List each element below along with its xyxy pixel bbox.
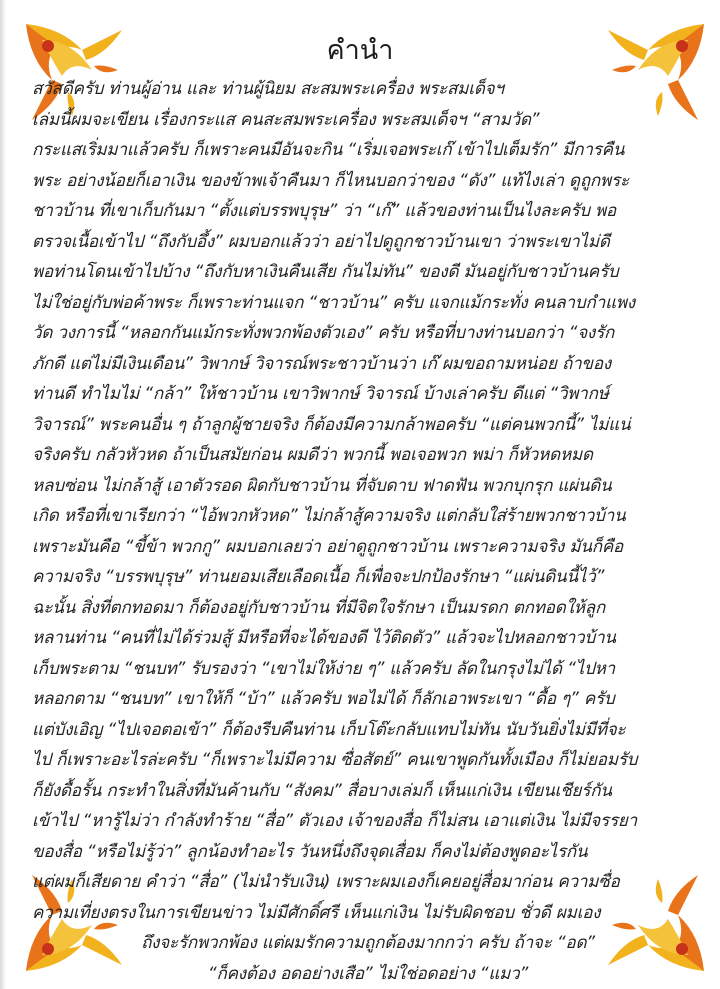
text-line: เกิด หรือที่เขาเรียกว่า “ไอ้พวกหัวหด” ไม่กล้าสู้ความจริง แต่กลับใส่ร้ายพวกชาวบ้าน [32, 506, 626, 526]
text-line: แต่บังเอิญ “ไปเจอตอเข้า” ก็ต้องรีบคืนท่าน เก็บโต๊ะกลับแทบไม่ทัน นับวันยิ่งไม่มีที่จะ [32, 719, 626, 740]
body-text [32, 74, 704, 989]
text-line: ไม่ใช่อยู่กับพ่อค้าพระ ก็เพราะท่านแจก “ชาวบ้าน” ครับ แจกแม้กระทั่ง คนลาบกำแพง [32, 292, 635, 313]
page-title: คำนำ [326, 35, 394, 66]
text-line: หลานท่าน “คนที่ไม่ได้ร่วมสู้ มีหรือที่จะได้ของดี ไว้ติดตัว” แล้วจะไปหลอกชาวบ้าน [32, 628, 616, 648]
text-line: ตรวจเนื้อเข้าไป “ถึงกับอึ้ง” ผมบอกแล้วว่า อย่าไปดูถูกชาวบ้านเขา ว่าพระเขาไม่ดี [32, 231, 610, 252]
text-line: หลอกตาม “ชนบท” เขาให้ก็ “บ้า” แล้วครับ พอไม่ได้ ก็ลักเอาพระเขา “ดื้อ ๆ” ครับ [32, 689, 615, 709]
text-line: ท่านดี ทำไมไม่ “กล้า” ให้ชาวบ้าน เขาวิพากษ์ วิจารณ์ บ้างเล่าครับ ดีแต่ “วิพากษ์ [32, 384, 609, 404]
text-line: ฉะนั้น สิ่งที่ตกทอดมา ก็ต้องอยู่กับชาวบ้าน ที่มีจิตใจรักษา เป็นมรดก ตกทอดให้ลูก [32, 597, 606, 618]
text-line: เข้าไป “หารู้ไม่ว่า กำลังทำร้าย “สื่อ” ตัวเอง เจ้าของสื่อ ก็ไม่สน เอาแต่เงิน ไม่มีจรรยา [32, 811, 638, 831]
text-line: กระแสเริ่มมาแล้วครับ ก็เพราะคนมีอันจะกิน “เริ่มเจอพระเก๊ เข้าไปเต็มรัก” มีการคืน [32, 140, 625, 160]
text-line: แต่ผมก็เสียดาย คำว่า “สื่อ” (ไม่นำรับเงิน) เพราะผมเองก็เคยอยู่สื่อมาก่อน ความซื่อ [32, 872, 620, 892]
text-line: ความจริง “บรรพบุรุษ” ท่านยอมเสียเลือดเนื้อ ก็เพื่อจะปกป้องรักษา “แผ่นดินนี้ไว้” [32, 567, 605, 587]
text-line: ไป ก็เพราะอะไรล่ะครับ “ก็เพราะไม่มีความ ซื่อสัตย์” คนเขาพูดกันทั้งเมือง ก็ไม่ยอมรับ [32, 750, 638, 770]
text-line: พระ อย่างน้อยก็เอาเงิน ของข้าพเจ้าคืนมา ก็ไหนบอกว่าของ “ดัง” แท้ไงเล่า ดูถูกพระ [32, 170, 629, 191]
text-line: ความเที่ยงตรงในการเขียนข่าว ไม่มีศักดิ์ศรี เห็นแก่เงิน ไม่รับผิดชอบ ชั่วดี ผมเอง [32, 902, 601, 923]
text-line: เก็บพระตาม “ชนบท” รับรองว่า “เขาไม่ให้ง่าย ๆ” แล้วครับ ลัดในกรุงไม่ได้ “ไปหา [32, 658, 615, 679]
text-line: สวัสดีครับ ท่านผู้อ่าน และ ท่านผู้นิยม สะสมพระเครื่อง พระสมเด็จฯ [32, 79, 504, 99]
text-line: ภักดี แต่ไม่มีเงินเดือน” วิพากษ์ วิจารณ์พระชาวบ้านว่า เก๊ ผมขอถามหน่อย ถ้าของ [32, 353, 611, 374]
text-line: วิจารณ์” พระคนอื่น ๆ ถ้าลูกผู้ชายจริง ก็ต้องมีความกล้าพอครับ “แต่คนพวกนี้” ไม่แน่ [32, 414, 631, 435]
text-line: ชาวบ้าน ที่เขาเก็บกันมา “ตั้งแต่บรรพบุรุษ” ว่า “เก๊” แล้วของท่านเป็นไงละครับ พอ [32, 201, 617, 221]
text-line: ก็ยังดื้อรั้น กระทำในสิ่งที่มันค้านกับ “สังคม” สื่อบางเล่มก็ เห็นแก่เงิน เขียนเชียร์กัน [32, 780, 612, 801]
text-line: จริงครับ กลัวหัวหด ถ้าเป็นสมัยก่อน ผมดีว่า พวกนี้ พอเจอพวก พม่า ก็หัวหดหมด [32, 445, 593, 465]
text-line: “ก็คงต้อง อดอย่างเสือ” ไม่ใช่อดอย่าง “แมว” [207, 963, 529, 984]
text-line: ถึงจะรักพวกพ้อง แต่ผมรักความถูกต้องมากกว่า ครับ ถ้าจะ “อด” [141, 933, 595, 953]
text-line: หลบซ่อน ไม่กล้าสู้ เอาตัวรอด ผิดกับชาวบ้าน ที่จับดาบ ฟาดฟัน พวกบุกรุก แผ่นดิน [32, 475, 612, 496]
text-line: ของสื่อ “หรือไม่รู้ว่า” ลูกน้องทำอะไร วันหนึ่งถึงจุดเสื่อม ก็คงไม่ต้องพูดอะไรกัน [32, 841, 588, 862]
text-line: เล่มนี้ผมจะเขียน เรื่องกระแส คนสะสมพระเครื่อง พระสมเด็จฯ “สามวัด” [32, 109, 540, 130]
text-line: เพราะมันคือ “ขี้ข้า พวกกู” ผมบอกเลยว่า อย่าดูถูกชาวบ้าน เพราะความจริง มันก็คือ [32, 536, 624, 557]
text-line: พอท่านโดนเข้าไปบ้าง “ถึงกับหาเงินคืนเสีย กันไม่ทัน” ของดี มันอยู่กับชาวบ้านครับ [32, 262, 619, 282]
text-line: วัด วงการนี้ “หลอกกันแม้กระทั่งพวกพ้องตัวเอง” ครับ หรือที่บางท่านบอกว่า “จงรัก [32, 323, 615, 343]
